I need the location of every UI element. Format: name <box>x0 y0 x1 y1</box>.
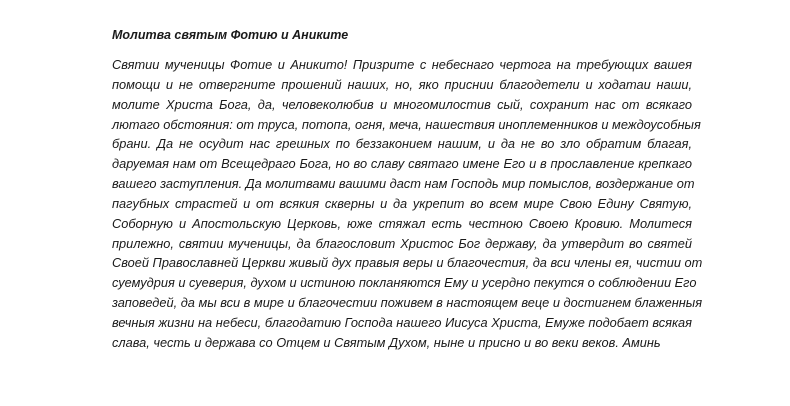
text-line: брани. Да не осудит нас грешных по беззаконием нашим, и да не во зло обратим благая, <box>112 136 692 152</box>
text-line: прилежно, святии мученицы, да благословит Христос Бог державу, да утвердит во святей <box>112 235 692 251</box>
text-line: пагубных страстей и от всякия скверны и да укрепит во всем мире Свою Едину Святую, <box>112 195 692 211</box>
text-line: молите Христа Бога, да, человеколюбив и многомилостив сый, сохранит нас от всякаго <box>112 96 692 112</box>
document-title: Молитва святым Фотию и Аниките <box>112 28 349 42</box>
text-line: суемудрия и суеверия, духом и истиною покланяются Ему и усердно пекутся о соблюдении Его <box>112 275 697 291</box>
text-line: помощи и не отвергните прошений наших, но, яко приснии благодетели и ходатаи наши, <box>112 76 692 92</box>
text-line: даруемая нам от Всещедраго Бога, но во славу святаго имене Его и в прославление крепкаго <box>112 156 692 172</box>
text-line: Святии мученицы Фотие и Аникито! Призрите с небеснаго чертога на требующих вашея <box>112 57 692 72</box>
text-line: вечныя жизни на небеси, благодатию Господа нашего Иисуса Христа, Емуже подобает всякая <box>112 314 692 330</box>
prayer-paragraph <box>112 55 703 353</box>
text-line: слава, честь и держава со Отцем и Святым Духом, ныне и присно и во веки веков. Аминь <box>112 334 661 350</box>
text-line: Своей Православней Церкви живый дух правыя веры и благочестия, да вси члены ея, чистии от <box>112 255 703 271</box>
text-line: лютаго обстояния: от труса, потопа, огня, меча, нашествия иноплеменников и междоусобныя <box>112 116 701 132</box>
document <box>112 27 703 353</box>
text-line: вашего заступления. Да молитвами вашими даст нам Господь мир помыслов, воздержание от <box>112 176 695 192</box>
text-line: заповедей, да мы вси в мире и благочестии поживем в настоящем веце и достигнем блаженныя <box>112 295 703 311</box>
text-line: Соборную и Апостольскую Церковь, юже стяжал есть честною Своею Кровию. Молитеся <box>112 215 692 231</box>
